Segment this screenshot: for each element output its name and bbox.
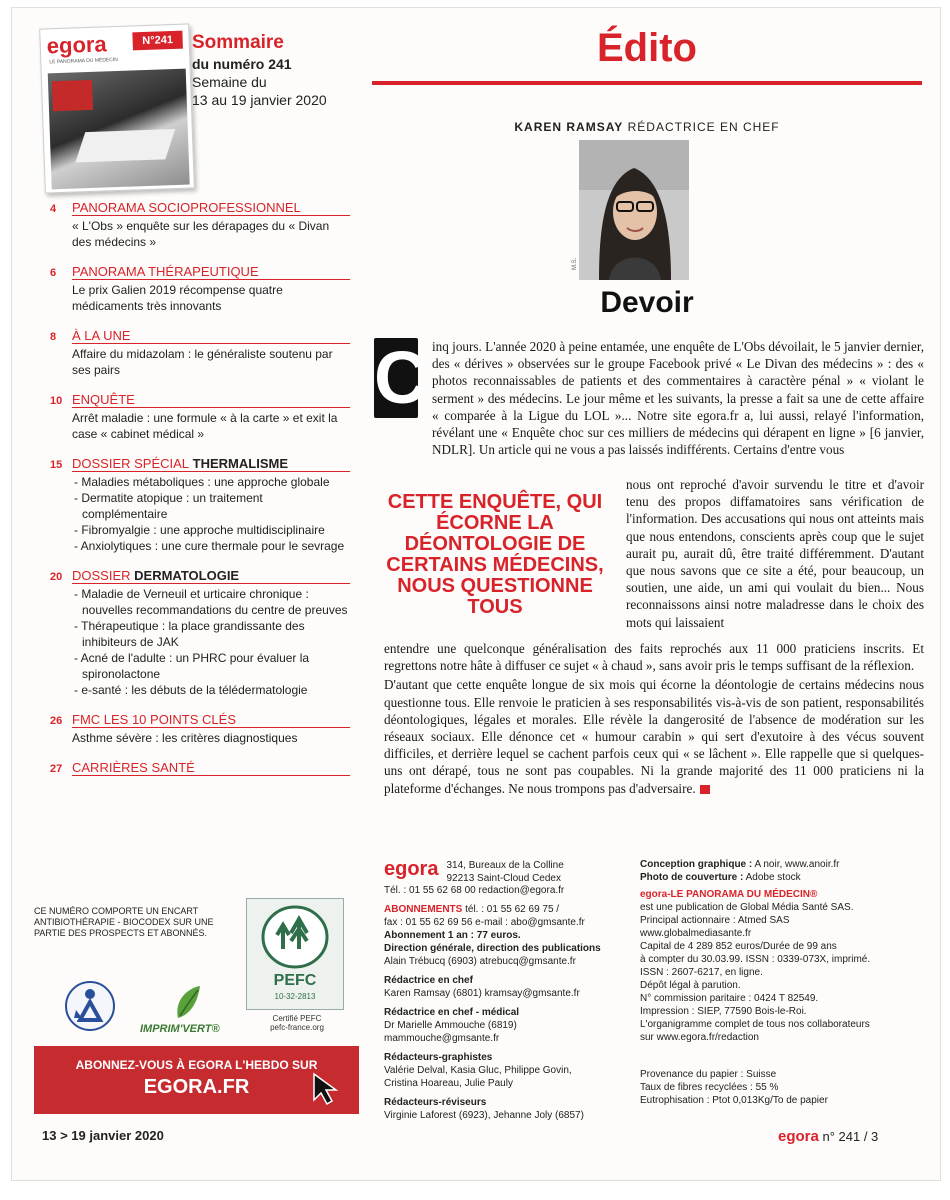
toc-section-topic: DERMATOLOGIE: [134, 568, 240, 583]
design-label: Conception graphique :: [640, 859, 753, 870]
chief-name: Karen Ramsay (6801) kramsay@gmsante.fr: [384, 988, 580, 999]
prov-line-1: Provenance du papier : Suisse: [640, 1069, 777, 1080]
author-name: KAREN RAMSAY: [514, 120, 624, 134]
chief-label: Rédactrice en chef: [384, 975, 473, 986]
toc-section-title: CARRIÈRES SANTÉ: [72, 760, 195, 775]
rev-label: Rédacteurs-réviseurs: [384, 1097, 487, 1108]
cover-thumbnail[interactable]: [39, 23, 195, 193]
end-mark-icon: [700, 785, 710, 794]
toc-heading[interactable]: [50, 264, 350, 279]
edito-body-full: [384, 640, 924, 797]
toc-entry[interactable]: [50, 328, 350, 378]
toc-item: - Maladies métaboliques : une approche globale: [74, 475, 330, 489]
pefc-cert-label: Certifié PEFC: [272, 1014, 322, 1023]
toc-entry[interactable]: [50, 392, 350, 442]
toc-item: - Thérapeutique : la place grandissante des inhibiteurs de JAK: [74, 619, 305, 649]
pefc-code: 10-32-2813: [274, 992, 316, 1001]
insert-notice: CE NUMÉRO COMPORTE UN ENCART ANTIBIOTHÉRAPIE - BIOCODEX SUR UNE PARTIE DES PROSPECTS ET ABONNÉS.: [34, 906, 214, 938]
drop-cap: C: [374, 336, 428, 419]
toc-section-title: PANORAMA SOCIOPROFESSIONNEL: [72, 200, 301, 215]
design-value: A noir, www.anoir.fr: [754, 859, 840, 870]
cover-logo: egora: [46, 31, 108, 59]
chief-med-email: mammouche@gmsante.fr: [384, 1033, 500, 1044]
graph-names-2: Cristina Hoareau, Julie Pauly: [384, 1078, 513, 1089]
cover-issue-badge: N°241: [132, 31, 183, 51]
toc-entry[interactable]: [50, 200, 350, 250]
subs-price: Abonnement 1 an : 77 euros.: [384, 930, 521, 941]
toc-item: - Dermatite atopique : un traitement complémentaire: [74, 491, 263, 521]
toc-item: - Acné de l'adulte : un PHRC pour évaluer la spironolactone: [74, 651, 310, 681]
edito-paragraph-1-continued: nous ont reproché d'avoir survendu le titre et d'avoir tenu des propos diffamatoires sans vérification de l'information. Des accusations qui nous ont atteints mais que nous entendons, conscients après coup que le sujet aurait pu, aurait dû, être traité différemment. D'autant que nous savons que ce site a été, pour beaucoup, un soutien, une aide, un ami qui voulait du bien... Nous reconnaissons ainsi notre maladresse dans le choix des mots qui laissaient: [626, 477, 924, 630]
paper-provenance: [640, 1068, 920, 1107]
toc-page-number: 8: [50, 331, 57, 343]
edito-paragraph-1: inq jours. L'année 2020 à peine entamée, une enquête de L'Obs dévoilait, le 5 janvier dernier, des « dérives » observées sur le groupe Facebook privé « Le Divan des médecins » : des « photos reconnaissables de patients et des commentaires à caractère pénal » « violant le serment » des médecins. Le jour même et les suivants, la presse a fait sa une de cette affaire « comparée à la Ligue du LOL »... Notre site egora.fr a, lui aussi, relayé l'information, révélant une « Enquête choc sur ces milliers de médecins qui dérapent en ligne » [6 janvier, NDLR]. Un article qui ne vous a pas laissés indifférents. Certains d'entre vous: [432, 339, 924, 458]
masthead-credits: [384, 858, 634, 1122]
edito-headline: Devoir: [600, 286, 694, 319]
toc-section-title: À LA UNE: [72, 328, 131, 343]
toc-page-number: 27: [50, 763, 63, 775]
toc-items: [72, 775, 350, 778]
toc-heading[interactable]: [50, 712, 350, 727]
author-role: RÉDACTRICE EN CHEF: [627, 120, 780, 134]
subscribe-banner-link[interactable]: EGORA.FR: [143, 1076, 250, 1098]
pub-line-3: www.globalmediasante.fr: [640, 928, 752, 939]
toc-items: [72, 407, 350, 442]
pefc-certified: [252, 1014, 342, 1032]
masthead-address-2: 92213 Saint-Cloud Cedex: [446, 873, 561, 884]
pub-line-11: sur www.egora.fr/redaction: [640, 1032, 759, 1043]
edito-paragraph-1-end: entendre une quelconque généralisation des faits reprochés aux 11 000 praticiens inscrits. Et regrettons notre hâte à diffuser ce sujet « à chaud », sans avoir pris le temps suffisant de la réflexion.: [384, 641, 924, 674]
toc-page-number: 15: [50, 459, 63, 471]
photo-credit: M.S.: [572, 257, 578, 270]
toc-page-number: 6: [50, 267, 57, 279]
footer-page-number: n° 241 / 3: [822, 1129, 879, 1144]
chief-med-label: Rédactrice en chef - médical: [384, 1007, 520, 1018]
cover-image: [48, 69, 190, 190]
toc-items: [72, 215, 350, 250]
toc-item: - e-santé : les débuts de la télédermatologie: [74, 683, 308, 697]
toc-heading[interactable]: [50, 568, 350, 583]
toc-section-title: ENQUÊTE: [72, 392, 135, 407]
subs-tel: tél. : 01 55 62 69 75 /: [465, 904, 560, 915]
table-of-contents: [50, 200, 350, 792]
toc-item: - Anxiolytiques : une cure thermale pour le sevrage: [74, 539, 345, 553]
toc-heading[interactable]: [50, 456, 350, 471]
prov-line-3: Eutrophisation : Ptot 0,013Kg/To de papier: [640, 1095, 828, 1106]
toc-entry[interactable]: [50, 456, 350, 554]
toc-item: Arrêt maladie : une formule « à la carte » et exit la case « cabinet médical »: [72, 411, 338, 441]
pub-line-2: Principal actionnaire : Atmed SAS: [640, 915, 790, 926]
pub-line-8: N° commission paritaire : 0424 T 82549.: [640, 993, 819, 1004]
pub-line-9: Impression : SIEP, 77590 Bois-le-Roi.: [640, 1006, 807, 1017]
subs-label: ABONNEMENTS: [384, 904, 463, 915]
footer-date: 13 > 19 janvier 2020: [42, 1128, 164, 1143]
toc-item: - Fibromyalgie : une approche multidisciplinaire: [74, 523, 325, 537]
sommaire-dates: 13 au 19 janvier 2020: [192, 92, 327, 108]
pub-line-4: Capital de 4 289 852 euros/Durée de 99 ans: [640, 941, 837, 952]
pub-line-5: à compter du 30.03.99. ISSN : 0339-073X, imprimé.: [640, 954, 871, 965]
toc-section-title: DOSSIER SPÉCIAL: [72, 456, 190, 471]
toc-entry[interactable]: [50, 712, 350, 746]
recycle-icon: [64, 980, 116, 1032]
toc-heading[interactable]: [50, 392, 350, 407]
pefc-label: PEFC: [273, 972, 317, 989]
toc-item: Asthme sévère : les critères diagnostiques: [72, 731, 298, 745]
toc-items: [72, 727, 350, 746]
toc-entry[interactable]: [50, 264, 350, 314]
toc-page-number: 20: [50, 571, 63, 583]
toc-section-title: DOSSIER: [72, 568, 131, 583]
subscribe-banner-line1: ABONNEZ-VOUS À EGORA L'HEBDO SUR: [75, 1058, 318, 1072]
toc-entry[interactable]: [50, 568, 350, 698]
cover-photo-label: Photo de couverture :: [640, 872, 744, 883]
cover-tagline: LE PANORAMA DU MÉDECIN: [49, 56, 118, 66]
publication-label: egora-LE PANORAMA DU MÉDECIN®: [640, 889, 818, 900]
toc-page-number: 4: [50, 203, 57, 215]
masthead-address-1: 314, Bureaux de la Colline: [446, 860, 564, 871]
masthead-brand: egora: [384, 858, 439, 880]
direction-label: Direction générale, direction des publications: [384, 943, 601, 954]
prov-line-2: Taux de fibres recyclées : 55 %: [640, 1082, 779, 1093]
subs-fax: fax : 01 55 62 69 56 e-mail : abo@gmsante.fr: [384, 917, 585, 928]
sommaire-issue: du numéro 241: [192, 56, 292, 72]
edito-paragraph-2: D'autant que cette enquête longue de six mois qui écorne la déontologie de certains médecins nous questionne tous. Elle renvoie le praticien à ses responsabilités vis-à-vis de son patient, responsabilités déontologiques, légales et morales. Elle révèle la dangerosité de l'absence de modération sur les réseaux sociaux. Elle dénonce cet « humour carabin » qui sert d'exutoire à des vécus souvent difficiles, et derrière lequel se cachent parfois ceux qui « se lâchent ». Elle rappelle que si quelques-uns ont dérapé, tous ne sont pas coupables. Ni la grande majorité des 11 000 praticiens ni la plateforme d'échanges. Ne nous trompons pas d'adversaire.: [384, 677, 924, 796]
toc-items: [72, 279, 350, 314]
toc-items: [72, 343, 350, 378]
toc-entry[interactable]: [50, 760, 350, 778]
author-byline: [372, 120, 922, 134]
toc-item: Affaire du midazolam : le généraliste soutenu par ses pairs: [72, 347, 333, 377]
toc-page-number: 26: [50, 715, 63, 727]
pub-line-10: L'organigramme complet de tous nos collaborateurs: [640, 1019, 870, 1030]
chief-med-name: Dr Marielle Ammouche (6819): [384, 1020, 517, 1031]
rev-names: Virginie Laforest (6923), Jehanne Joly (6857): [384, 1110, 584, 1121]
pefc-site: pefc-france.org: [270, 1023, 324, 1032]
pub-line-1: est une publication de Global Média Santé SAS.: [640, 902, 854, 913]
toc-section-title: PANORAMA THÉRAPEUTIQUE: [72, 264, 259, 279]
toc-item: - Maladie de Verneuil et urticaire chronique : nouvelles recommandations du centre de preuves: [74, 587, 348, 617]
footer-page-info: [778, 1128, 878, 1145]
toc-item: « L'Obs » enquête sur les dérapages du « Divan des médecins »: [72, 219, 330, 249]
direction-name: Alain Trébucq (6903) atrebucq@gmsante.fr: [384, 956, 576, 967]
pub-line-7: Dépôt légal à parution.: [640, 980, 741, 991]
edito-title: Édito: [372, 26, 922, 85]
graph-label: Rédacteurs-graphistes: [384, 1052, 493, 1063]
toc-page-number: 10: [50, 395, 63, 407]
toc-section-title: FMC LES 10 POINTS CLÉS: [72, 712, 236, 727]
toc-items: [72, 471, 350, 554]
magazine-page: [12, 8, 940, 1180]
cover-photo-value: Adobe stock: [745, 872, 801, 883]
pull-quote: CETTE ENQUÊTE, QUI ÉCORNE LA DÉONTOLOGIE DE CERTAINS MÉDECINS, NOUS QUESTIONNE TOUS: [386, 491, 604, 618]
toc-heading[interactable]: [50, 760, 350, 775]
toc-section-topic: THERMALISME: [192, 456, 289, 471]
pub-line-6: ISSN : 2607-6217, en ligne.: [640, 967, 763, 978]
toc-items: [72, 583, 350, 698]
publisher-info: [640, 858, 920, 1044]
masthead-tel: Tél. : 01 55 62 68 00 redaction@egora.fr: [384, 885, 565, 896]
author-photo: [579, 140, 689, 280]
cursor-arrow-icon: [310, 1070, 344, 1106]
toc-item: Le prix Galien 2019 récompense quatre médicaments très innovants: [72, 283, 283, 313]
footer-brand: egora: [778, 1128, 819, 1145]
sommaire-week-label: Semaine du: [192, 74, 267, 90]
toc-heading[interactable]: [50, 328, 350, 343]
imprim-vert-label: IMPRIM'VERT®: [140, 1023, 220, 1035]
sommaire-title: Sommaire: [192, 32, 284, 53]
toc-heading[interactable]: [50, 200, 350, 215]
graph-names-1: Valérie Delval, Kasia Gluc, Philippe Govin,: [384, 1065, 572, 1076]
